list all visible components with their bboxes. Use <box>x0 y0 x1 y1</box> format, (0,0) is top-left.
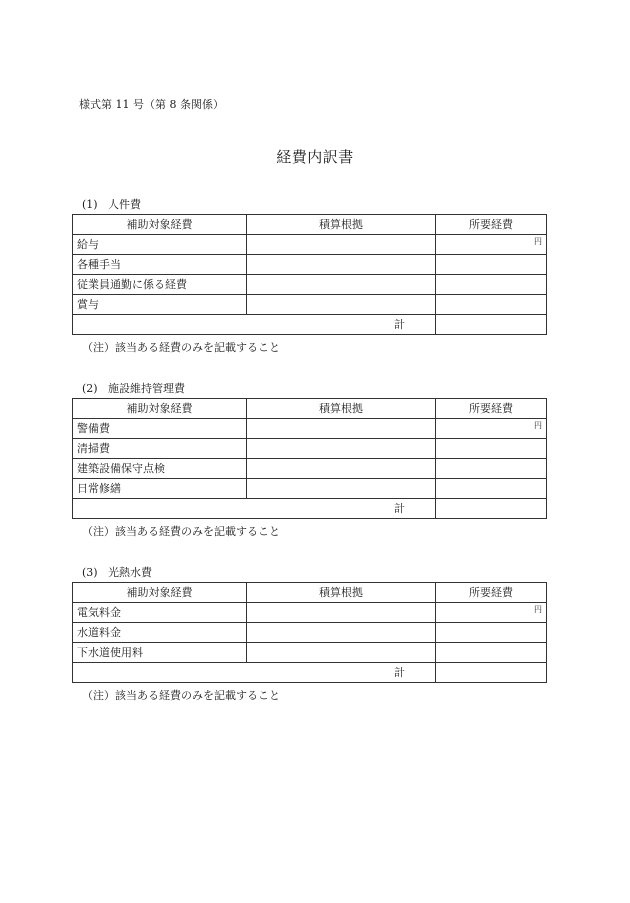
basis-cell[interactable] <box>247 235 436 255</box>
table-row <box>73 603 547 623</box>
header-amount: 所要経費 <box>436 215 547 235</box>
header-amount: 所要経費 <box>436 399 547 419</box>
section-number: (2) <box>82 382 98 395</box>
total-label: 計 <box>73 663 436 683</box>
header-item: 補助対象経費 <box>73 583 247 603</box>
item-label: 給与 <box>73 235 247 255</box>
amount-cell[interactable] <box>436 235 547 255</box>
total-label: 計 <box>73 499 436 519</box>
section-heading <box>72 564 546 582</box>
item-label: 下水道使用料 <box>73 643 247 663</box>
yen-unit: 円 <box>534 421 542 430</box>
item-label: 水道料金 <box>73 623 247 643</box>
item-label: 日常修繕 <box>73 479 247 499</box>
basis-cell[interactable] <box>247 643 436 663</box>
basis-cell[interactable] <box>247 623 436 643</box>
table-row <box>73 255 547 275</box>
table-row <box>73 295 547 315</box>
amount-cell[interactable] <box>436 643 547 663</box>
cost-table <box>72 582 547 683</box>
item-label: 賞与 <box>73 295 247 315</box>
note: （注）該当ある経費のみを記載すること <box>82 689 280 702</box>
header-basis: 積算根拠 <box>247 399 436 419</box>
table-row <box>73 419 547 439</box>
header-amount: 所要経費 <box>436 583 547 603</box>
table-row <box>73 643 547 663</box>
basis-cell[interactable] <box>247 419 436 439</box>
amount-cell[interactable] <box>436 255 547 275</box>
table-row <box>73 235 547 255</box>
table-row <box>73 459 547 479</box>
total-label: 計 <box>73 315 436 335</box>
section-number: (3) <box>82 566 98 579</box>
basis-cell[interactable] <box>247 459 436 479</box>
table-row <box>73 479 547 499</box>
basis-cell[interactable] <box>247 295 436 315</box>
total-row <box>73 499 547 519</box>
total-row <box>73 315 547 335</box>
note: （注）該当ある経費のみを記載すること <box>82 525 280 538</box>
section-name: 人件費 <box>108 198 141 211</box>
cost-table <box>72 214 547 335</box>
cost-table <box>72 398 547 519</box>
section-number: (1) <box>82 198 98 211</box>
amount-cell[interactable] <box>436 295 547 315</box>
section-name: 施設維持管理費 <box>108 382 185 395</box>
table-row <box>73 275 547 295</box>
section-name: 光熱水費 <box>108 566 152 579</box>
amount-cell[interactable] <box>436 603 547 623</box>
basis-cell[interactable] <box>247 255 436 275</box>
document-title: 経費内訳書 <box>276 148 354 166</box>
total-row <box>73 663 547 683</box>
header-basis: 積算根拠 <box>247 583 436 603</box>
amount-cell[interactable] <box>436 419 547 439</box>
header-item: 補助対象経費 <box>73 399 247 419</box>
section-personnel <box>72 196 546 355</box>
section-heading <box>72 196 546 214</box>
item-label: 従業員通勤に係る経費 <box>73 275 247 295</box>
total-amount-cell[interactable] <box>436 499 547 519</box>
header-row <box>73 583 547 603</box>
basis-cell[interactable] <box>247 275 436 295</box>
amount-cell[interactable] <box>436 479 547 499</box>
basis-cell[interactable] <box>247 479 436 499</box>
header-row <box>73 215 547 235</box>
amount-cell[interactable] <box>436 623 547 643</box>
yen-unit: 円 <box>534 605 542 614</box>
yen-unit: 円 <box>534 237 542 246</box>
table-row <box>73 439 547 459</box>
item-label: 建築設備保守点検 <box>73 459 247 479</box>
header-item: 補助対象経費 <box>73 215 247 235</box>
section-facility-maintenance <box>72 380 546 539</box>
basis-cell[interactable] <box>247 439 436 459</box>
note: （注）該当ある経費のみを記載すること <box>82 341 280 354</box>
section-utilities <box>72 564 546 703</box>
total-amount-cell[interactable] <box>436 663 547 683</box>
amount-cell[interactable] <box>436 275 547 295</box>
item-label: 警備費 <box>73 419 247 439</box>
basis-cell[interactable] <box>247 603 436 623</box>
header-basis: 積算根拠 <box>247 215 436 235</box>
section-heading <box>72 380 546 398</box>
table-row <box>73 623 547 643</box>
header-row <box>73 399 547 419</box>
total-amount-cell[interactable] <box>436 315 547 335</box>
item-label: 各種手当 <box>73 255 247 275</box>
item-label: 電気料金 <box>73 603 247 623</box>
item-label: 清掃費 <box>73 439 247 459</box>
amount-cell[interactable] <box>436 439 547 459</box>
form-number: 様式第 11 号（第 8 条関係） <box>79 98 224 111</box>
amount-cell[interactable] <box>436 459 547 479</box>
